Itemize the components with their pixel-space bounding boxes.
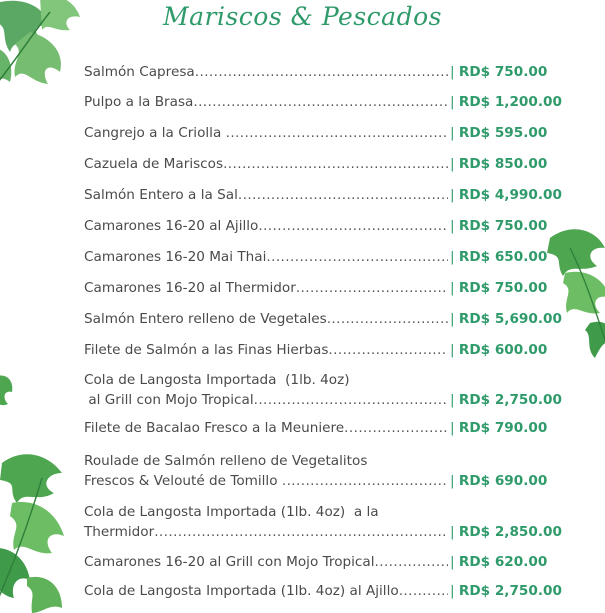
- dot-leader: [258, 216, 448, 236]
- item-name: Camarones 16-20 Mai Thai: [84, 249, 267, 265]
- menu-item: [84, 154, 554, 174]
- dot-leader: [296, 278, 448, 298]
- menu-item: [84, 185, 562, 205]
- item-name: Thermidor: [84, 524, 155, 540]
- item-name: Frescos & Velouté de Tomillo: [84, 473, 282, 489]
- item-price: | RD$ 850.00: [450, 156, 548, 172]
- item-price: | RD$ 1,200.00: [450, 94, 562, 110]
- dot-leader: [266, 247, 448, 267]
- item-price: | RD$ 2,750.00: [450, 583, 562, 599]
- dot-leader: [375, 552, 449, 572]
- item-name: al Grill con Mojo Tropical: [84, 392, 254, 408]
- dot-leader: [154, 522, 448, 542]
- menu-item: [84, 62, 554, 82]
- item-price: | RD$ 2,850.00: [450, 524, 562, 540]
- dot-leader: [193, 92, 448, 112]
- item-name: Salmón Entero a la Sal: [84, 187, 238, 203]
- item-price: | RD$ 600.00: [450, 342, 548, 358]
- dot-leader: [226, 123, 448, 143]
- parsley-leaf-bottom-left-icon: [0, 448, 82, 613]
- dot-leader: [399, 581, 448, 601]
- item-name: Camarones 16-20 al Grill con Mojo Tropical: [84, 554, 375, 570]
- dot-leader: [282, 471, 448, 491]
- item-name: Cazuela de Mariscos: [84, 156, 224, 172]
- item-price: | RD$ 750.00: [450, 218, 548, 234]
- parsley-leaf-left-small-icon: [0, 372, 20, 432]
- item-price: | RD$ 620.00: [450, 554, 548, 570]
- menu-item: [84, 216, 554, 236]
- menu-item: [84, 309, 562, 329]
- menu-title: Mariscos & Pescados: [163, 2, 442, 31]
- item-price: | RD$ 4,990.00: [450, 187, 562, 203]
- dot-leader: [254, 390, 448, 410]
- menu-item: [84, 247, 554, 267]
- item-price: | RD$ 650.00: [450, 249, 548, 265]
- item-name-line1: Roulade de Salmón relleno de Vegetalitos: [84, 453, 368, 469]
- menu-item: [84, 340, 554, 360]
- item-price: | RD$ 750.00: [450, 64, 548, 80]
- item-name: Pulpo a la Brasa: [84, 94, 194, 110]
- menu-item: [84, 370, 562, 410]
- item-name: Salmón Capresa: [84, 64, 195, 80]
- item-name: Filete de Salmón a las Finas Hierbas: [84, 342, 329, 358]
- item-name: Cola de Langosta Importada (1lb. 4oz) al Ajillo: [84, 583, 399, 599]
- menu-item: [84, 92, 562, 112]
- item-price: | RD$ 690.00: [450, 473, 548, 489]
- menu-item: [84, 502, 562, 542]
- item-name: Camarones 16-20 al Thermidor: [84, 280, 296, 296]
- menu-item: [84, 278, 554, 298]
- item-price: | RD$ 5,690.00: [450, 311, 562, 327]
- dot-leader: [223, 154, 448, 174]
- dot-leader: [195, 62, 448, 82]
- dot-leader: [327, 309, 448, 329]
- menu-item: [84, 451, 554, 491]
- item-price: | RD$ 595.00: [450, 125, 548, 141]
- item-price: | RD$ 790.00: [450, 420, 548, 436]
- item-name: Filete de Bacalao Fresco a la Meuniere: [84, 420, 345, 436]
- item-name: Salmón Entero relleno de Vegetales: [84, 311, 327, 327]
- menu-item: [84, 418, 554, 438]
- menu-item: [84, 581, 562, 601]
- dot-leader: [328, 340, 448, 360]
- item-price: | RD$ 750.00: [450, 280, 548, 296]
- item-name-line1: Cola de Langosta Importada (1lb. 4oz): [84, 372, 350, 388]
- item-name: Cangrejo a la Criolla: [84, 125, 226, 141]
- menu-item: [84, 552, 554, 572]
- menu-item: [84, 123, 554, 143]
- dot-leader: [344, 418, 448, 438]
- item-price: | RD$ 2,750.00: [450, 392, 562, 408]
- dot-leader: [238, 185, 448, 205]
- item-name-line1: Cola de Langosta Importada (1lb. 4oz) a la: [84, 504, 379, 520]
- item-name: Camarones 16-20 al Ajillo: [84, 218, 259, 234]
